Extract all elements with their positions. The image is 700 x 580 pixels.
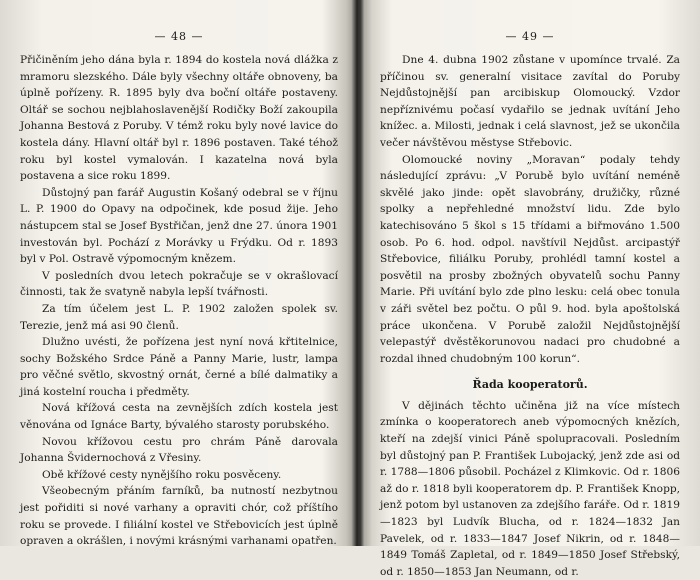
right-page-text: [380, 52, 680, 580]
paragraph: Novou křížovou cestu pro chrám Páně darovala Johanna Švidernochová z Vřesiny.: [20, 435, 338, 465]
paragraph: Dlužno uvésti, že pořízena jest nyní nová křtitelnice, sochy Božského Srdce Páně a Panny Marie, lustr, lampa pro věčné světlo, skvostný ornát, černé a bílé dalmatiky a jiná kostelní roucha i předměty.: [20, 336, 338, 398]
page-number-right: — 49 —: [505, 30, 555, 43]
paragraph: Přičiněním jeho dána byla r. 1894 do kostela nová dlážka z mramoru slezského. Dále byly všechny oltáře obnoveny, ba úplně pořízeny. R. 1895 byly dva boční oltáře postaveny. Oltář se sochou nejblahoslavenější Rodičky Boží zakoupila Johanna Bestová z Poruby. V témž roku byly nové lavice do kostela dány. Hlavní oltář byl r. 1896 postaven. Také téhož roku byl kostel vymalován. I kazatelna nová byla postavena a sice roku 1899.: [20, 54, 338, 183]
paragraph: Důstojný pan farář Augustin Košaný odebral se v říjnu L. P. 1900 do Opavy na odpočinek, kde posud žije. Jeho nástupcem stal se Josef Bystřičan, jenž dne 27. února 1901 investován byl. Pochází z Morávky u Frýdku. Od r. 1893 byl v Pol. Ostravě výpomocným knězem.: [20, 186, 338, 266]
left-page-text: [20, 52, 338, 550]
book-gutter: [346, 0, 372, 546]
paragraph: Všeobecným přáním farníků, ba nutností nezbytnou jest pořiditi si nové varhany a opraviti chór, což příštího roku se provede. I filiální kostel ve Střebovicích jest úplně opraven a okrášlen, i novými krásnými varhanami opatřen.: [20, 485, 338, 548]
left-page: [20, 0, 338, 546]
paragraph: Za tím účelem jest L. P. 1902 založen spolek sv. Terezie, jenž má asi 90 členů.: [20, 302, 338, 332]
right-page: [380, 0, 680, 578]
section-heading: Řada kooperatorů.: [472, 378, 588, 392]
page-number-left: — 48 —: [154, 30, 204, 43]
paragraph: Nová křížová cesta na zevnějších zdích kostela jest věnována od Ignáce Barty, bývalého starosty porubského.: [20, 402, 338, 432]
paragraph: Olomoucké noviny „Moravan“ podaly tehdy následující zprávu: „V Porubě bylo uvítání neméně skvělé jako jinde: opět slavobrány, družičky, různé spolky a nepřehledné množství lidu. Zde bylo katechisováno 5 škol s 15 třídami a biřmováno 1.500 osob. Po 6. hod. odpol. navštívil Nejdůst. arcipastýř Střebovice, filiálku Poruby, prohlédl tamní kostel a posvětil na prosby zbožných obyvatelů sochu Panny Marie. Při uvítání bylo zde plno lesku: celá obec tonula v záři světel bez počtu. O půl 9. hod. byla apoštolská práce ukončena. V Porubě založil Nejdůstojnější velepastýř dvěstěkorunovou nadaci pro chudobné a rozdal ihned chudobným 100 korun“.: [380, 153, 680, 365]
paragraph: V dějinách těchto učiněna již na více místech zmínka o kooperatorech aneb výpomocných knězích, kteří na zdejší vinici Páně spolupracovali. Posledním byl důstojný pan P. František Lubojacký, jenž zde asi od r. 1788—1806 působil. Pocházel z Klimkovic. Od r. 1806 až do r. 1818 byli kooperatorem dp. P. František Knopp, jenž potom byl ustanoven za zdejšího faráře. Od r. 1819—1823 byl Ludvík Blucha, od r. 1824—1832 Jan Pavelek, od r. 1833—1847 Josef Nikrin, od r. 1848—1849 Tomáš Zapletal, od r. 1849—1850 Josef Střebský, od r. 1850—1853 Jan Neumann, od r.: [380, 399, 680, 578]
paragraph: Obě křížové cesty nynějšího roku posvěceny.: [42, 468, 282, 481]
paragraph: Dne 4. dubna 1902 zůstane v upomínce trvalé. Za příčinou sv. generalní visitace zavítal do Poruby Nejdůstojnější pan arcibiskup Olomoucký. Vzdor nepříznivému počasí vydařilo se jednak uvítání Jeho knížec. a. Milosti, jednak i celá slavnost, jež se ukončila večer návštěvou městyse Střebovic.: [380, 54, 680, 149]
paragraph: V posledních dvou letech pokračuje se v okrašlovací činnosti, tak že svatyně nabyla lepší tvářnosti.: [20, 269, 338, 299]
